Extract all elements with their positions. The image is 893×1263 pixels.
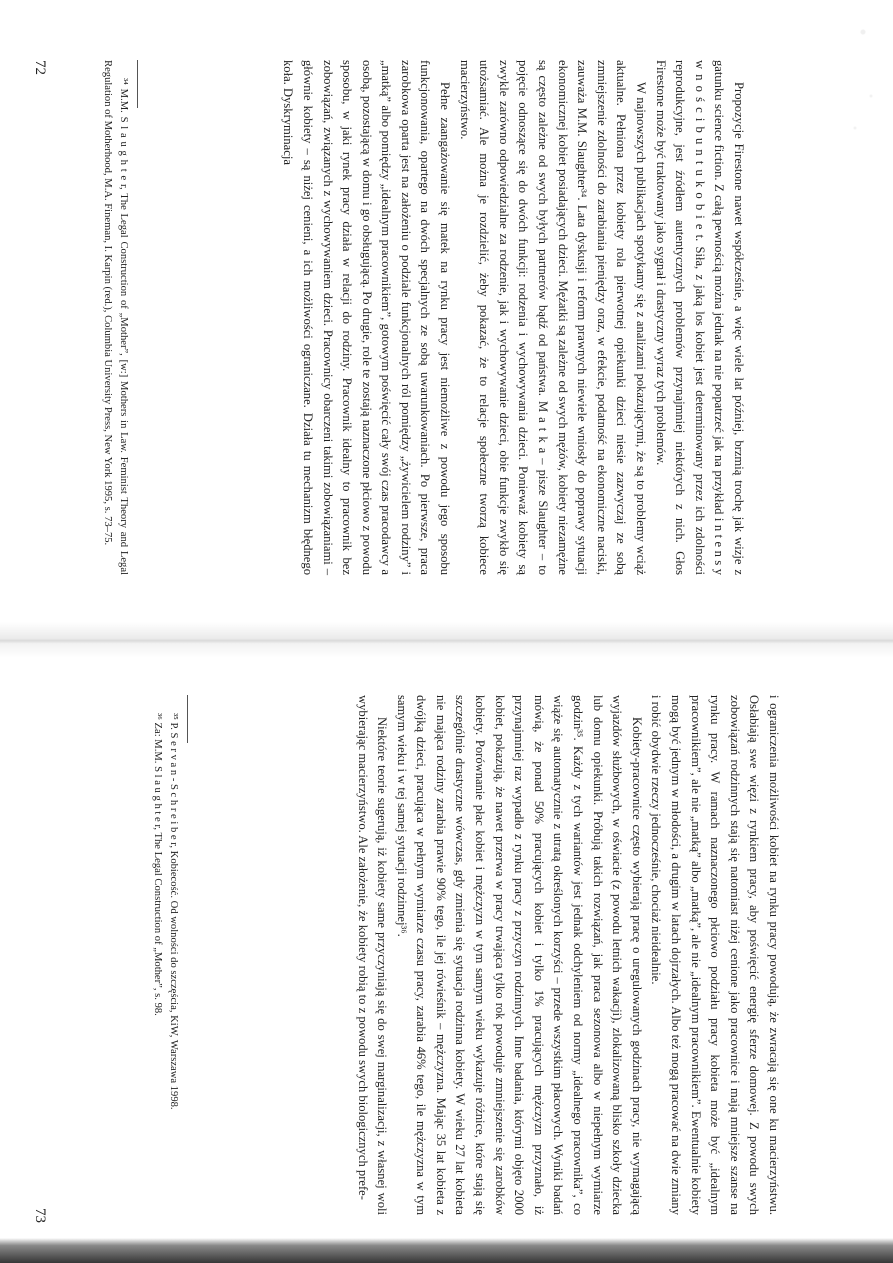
paragraph: Pełne zaangażowanie się matek na rynku pracy jest niemożliwe z powodu jego sposobu funkcjonowania, opartego na dwóch specjalnych ze sobą uwarunkowaniach. Po pierwsze, praca zarobkowa oparta jest na założeniu o podziale funkcjonalnych ról pomiędzy „żywicielem rodziny” i „matką” albo pomiędzy „idealnym pracownikiem”, gotowym poświęcić cały swój czas pracodawcy a osobą, pozostającą w domu i go obsługującą. Po drugie, role te zostają naznaczone płciowo z powodu sposobu, w jaki rynek pracy działa w relacji do rodziny. Pracownik idealny to pracownik bez zobowiązań, związanych z wychowywaniem dzieci. Pracownicy obarczeni takimi zobowiązaniami – głównie kobiety – są niżej cenieni, a ich możliwości ograniczane. Działa tu mechanizm błędnego koła. Dyskryminacja — [281, 60, 453, 575]
footnote: ³⁶ Za: M.M. S l a u g h t e r, The Legal Construction of „Mother”, s. 98. — [152, 713, 164, 1016]
right-page-body — [352, 695, 783, 1215]
left-page-body — [278, 60, 748, 575]
footnote-divider — [187, 695, 188, 743]
scan-speckle — [843, 0, 883, 160]
book-binding-shadow — [0, 622, 893, 658]
footnote: ³⁵ P. S e r v a n - S c h r e i b e r, Kobiecość. Od wolności do szczęścia, KiW, Warszawa 1998. — [168, 713, 179, 1110]
right-page-footnotes — [150, 695, 188, 1215]
paragraph: W najnowszych publikacjach spotykamy się z analizami pokazującymi, że są to problemy wciąż aktualne. Pełniona przez kobiety rola pierwotnej opiekunki dzieci niesie zazwyczaj ze sobą zmniejszenie zdolności do zarabiania pieniędzy oraz, w efekcie, podatność na ekonomiczne naciski, zauważa M.M. Slaughter³⁴. Lata dyskusji i reform prawnych niewiele wniosły do poprawy sytuacji ekonomicznej kobiet posiadających dzieci. Mężatki są zależne od swych mężów, kobiety niezamężne są często zależne od swych byłych partnerów bądź od państwa. M a t k a – pisze Slaughter – to pojęcie odnoszące się do dwóch funkcji: rodzenia i wychowywania dzieci. Ponieważ kobiety są zwykle zarówno odpowiedzialne za rodzenie, jak i wychowywanie dzieci, obie funkcje zwykło się utożsamiać. Ale można je rozdzielić, żeby pokazać, że to relacje społeczne tworzą kobiece macierzyństwo. — [457, 60, 649, 575]
page-number: 73 — [32, 1208, 48, 1223]
right-page — [0, 640, 893, 1263]
paragraph: Kobiety-pracownice często wybierają pracę o uregulowanych godzinach pracy, nie wymagającą wyjazdów służbowych, w oświacie (z powodu letnich wakacji), zlokalizowaną blisko szkoły dziecka lub domu opiekunki. Próbują takich rozwiązań, jak praca sezonowa albo w niepełnym wymiarze godzin³⁵. Każdy z tych wariantów jest jednak odchyleniem od normy „idealnego pracownika”, co wiąże się automatycznie z utratą określonych korzyści – przede wszystkim płacowych. Wyniki badań mówią, że ponad 50% pracujących kobiet i tylko 1% pracujących mężczyzn przyznało, iż przynajmniej raz wypadło z rynku pracy z przyczyn rodzinnych. Inne badania, którymi objęto 2000 kobiet, pokazują, że nawet przerwa w pracy trwająca tylko rok powoduje zmniejszenie się zarobków kobiety. Porównanie płac kobiet i mężczyzn w tym samym wieku wykazuje różnice, które stają się szczególnie drastyczne wówczas, gdy zmienia się sytuacja rodzinna kobiety. W wieku 27 lat kobieta nie mająca rodziny zarabia prawie 90% tego, ile jej rówieśnik – mężczyzna. Mając 35 lat kobieta z dwójką dzieci, pracująca w pełnym wymiarze czasu pracy, zarabia 46% tego, ile mężczyzna w tym samym wieku i w tej samej sytuacji rodzinnej³⁶. — [394, 695, 644, 1215]
paragraph: Niektóre teorie sugerują, iż kobiety same przyczyniają się do swej marginalizacji, z własnej woli wybierając macierzyństwo. Ale założenie, że kobiety robią to z powodu swych biologicznych prefe- — [355, 695, 390, 1215]
footnote: ³⁴ M.M. S l a u g h t e r, The Legal Construction of „Mother”, [w:] Mothers in Law. Feminist Theory and Legal Regulation of Motherhood, M.A. Fineman, I. Karpin (red.), Columbia University Press, New York 1995, s. 73–75. — [102, 60, 129, 575]
scanner-edge-shadow — [0, 1238, 893, 1263]
left-page-footnotes — [100, 60, 138, 575]
paragraph: i ograniczenia możliwości kobiet na rynku pracy powodują, że zwracają się one ku macierzyństwu. Osłabiają swe więzi z rynkiem pracy, aby poświęcić energię sferze domowej. Z powodu swych zobowiązań rodzinnych stają się natomiast niżej cenione jako pracownice i mają mniejsze szanse na rynku pracy. W ramach naznaczonego płciowo podziału pracy kobieta może być „idealnym pracownikiem”, ale nie „matką” albo „matką”, ale nie „idealnym pracownikiem”. Ewentualnie kobiety mogą być jednym w młodości, a drugim w latach dojrzałych. Albo też mogą pracować na dwie zmiany i robić obydwie rzeczy jednocześnie, chociaż nieidealnie. — [649, 695, 781, 1215]
paragraph: Propozycje Firestone nawet współcześnie, a więc wiele lat później, brzmią trochę jak wizje z gatunku science fiction. Z całą pewnością można jednak na nie popatrzeć jak na przykład i n t e n s y w n o ś c i b u n t u k o b i e t. Siła, z jaką los kobiet jest determinowany przez ich zdolności reprodukcyjne, jest źródłem autentycznych problemów przynajmniej niektórych z nich. Głos Firestone może być traktowany jako sygnał i drastyczny wyraz tych problemów. — [653, 60, 746, 575]
footnote-divider — [137, 60, 138, 108]
page-number: 72 — [32, 60, 48, 75]
